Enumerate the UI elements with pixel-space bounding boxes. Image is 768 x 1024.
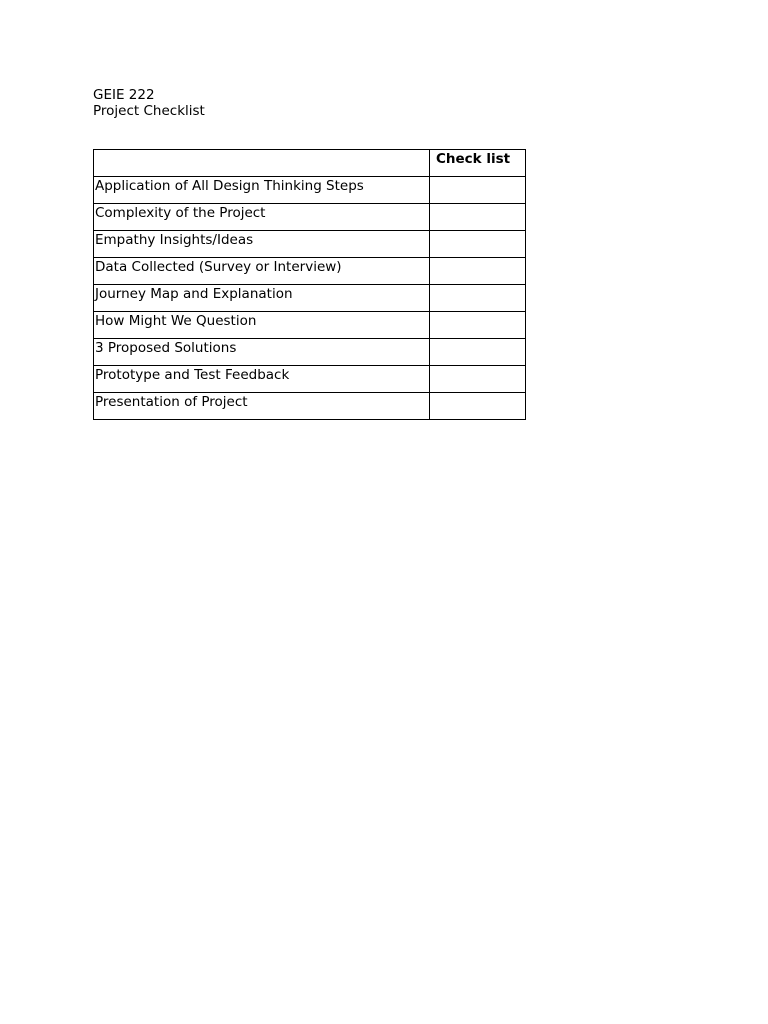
header-cell-item [94, 150, 430, 177]
row-check-cell[interactable] [430, 231, 526, 258]
course-code: GEIE 222 [93, 87, 155, 103]
row-item-label: Journey Map and Explanation [94, 285, 430, 312]
document-title: Project Checklist [93, 103, 205, 119]
row-item-label: Presentation of Project [94, 393, 430, 420]
table-row [94, 285, 526, 312]
table-row [94, 177, 526, 204]
table-row [94, 339, 526, 366]
row-item-label: 3 Proposed Solutions [94, 339, 430, 366]
checklist-table [93, 149, 526, 420]
table-row [94, 393, 526, 420]
table-row [94, 204, 526, 231]
row-check-cell[interactable] [430, 204, 526, 231]
row-item-label: Complexity of the Project [94, 204, 430, 231]
row-item-label: Application of All Design Thinking Steps [94, 177, 430, 204]
row-check-cell[interactable] [430, 393, 526, 420]
row-item-label: Prototype and Test Feedback [94, 366, 430, 393]
document-header [93, 87, 205, 119]
row-item-label: Data Collected (Survey or Interview) [94, 258, 430, 285]
row-check-cell[interactable] [430, 339, 526, 366]
table-row [94, 258, 526, 285]
table-row [94, 231, 526, 258]
row-item-label: How Might We Question [94, 312, 430, 339]
row-check-cell[interactable] [430, 258, 526, 285]
table-row [94, 312, 526, 339]
row-check-cell[interactable] [430, 177, 526, 204]
row-check-cell[interactable] [430, 312, 526, 339]
row-check-cell[interactable] [430, 366, 526, 393]
row-check-cell[interactable] [430, 285, 526, 312]
table-header-row [94, 150, 526, 177]
header-cell-check-list: Check list [430, 150, 526, 177]
row-item-label: Empathy Insights/Ideas [94, 231, 430, 258]
table-row [94, 366, 526, 393]
